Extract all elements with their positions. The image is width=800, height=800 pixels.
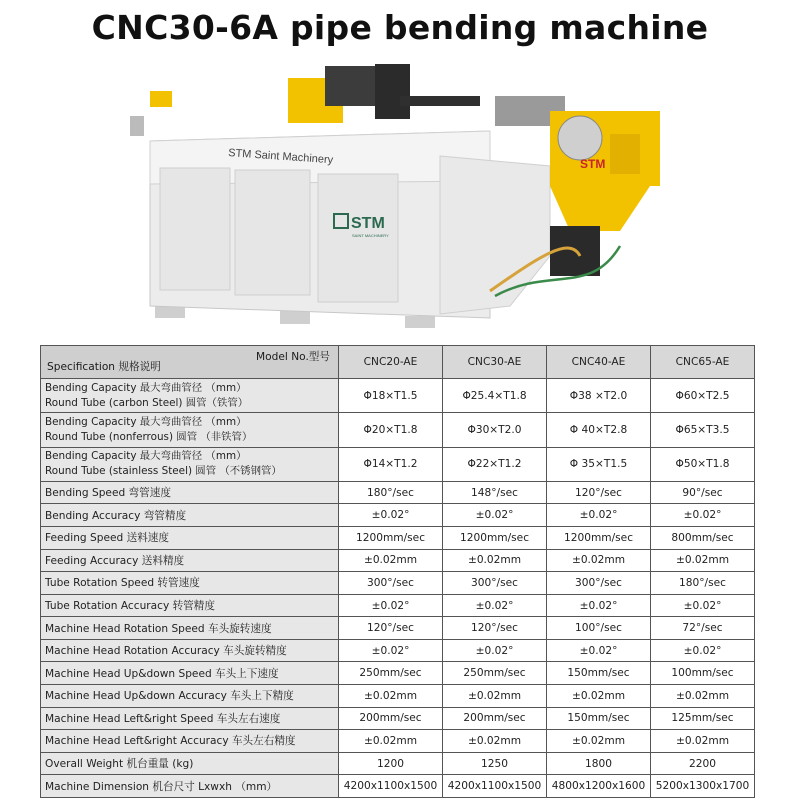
row-label: Machine Head Up&down Accuracy 车头上下精度 [41,685,339,708]
table-cell: 200mm/sec [443,707,547,730]
table-cell: ±0.02mm [651,730,755,753]
table-cell: ±0.02mm [443,730,547,753]
table-cell: Φ38 ×T2.0 [547,379,651,413]
cabinet-door [235,170,310,295]
table-cell: ±0.02° [651,504,755,527]
table-cell: ±0.02mm [339,549,443,572]
table-cell: ±0.02mm [339,685,443,708]
table-cell: 100mm/sec [651,662,755,685]
table-cell: ±0.02mm [443,549,547,572]
table-header-row [41,346,755,379]
table-cell: ±0.02° [547,504,651,527]
row-label-line: Bending Capacity 最大弯曲管径 （mm） [45,381,247,394]
head-panel [610,134,640,174]
table-cell: 4200x1100x1500 [339,775,443,798]
row-label: Tube Rotation Accuracy 转管精度 [41,594,339,617]
table-cell: 150mm/sec [547,662,651,685]
table-cell: 5200x1300x1700 [651,775,755,798]
table-cell: 1200 [339,752,443,775]
stm-logo-text: STM [351,215,385,232]
table-row [41,481,755,504]
table-cell: 100°/sec [547,617,651,640]
table-cell: 120°/sec [547,481,651,504]
row-label-line: Round Tube (stainless Steel) 圆管 （不锈钢管） [45,465,282,478]
machine-brand-text: STM Saint Machinery [227,147,334,167]
specification-label: Specification 规格说明 [47,361,161,373]
table-cell: ±0.02mm [443,685,547,708]
table-cell: Φ18×T1.5 [339,379,443,413]
table-cell: ±0.02mm [651,685,755,708]
row-label [41,413,339,447]
table-row [41,504,755,527]
table-cell: 1800 [547,752,651,775]
machine-foot [280,310,310,324]
table-cell: 120°/sec [443,617,547,640]
table-row [41,594,755,617]
table-cell: 150mm/sec [547,707,651,730]
table-cell: ±0.02mm [547,549,651,572]
cabinet-door [160,168,230,290]
table-cell: 90°/sec [651,481,755,504]
table-cell: ±0.02° [443,594,547,617]
table-corner-cell [41,346,339,379]
row-label: Machine Dimension 机台尺寸 Lxwxh （mm） [41,775,339,798]
row-label: Machine Head Rotation Speed 车头旋转速度 [41,617,339,640]
table-cell: ±0.02° [443,639,547,662]
table-cell: ±0.02° [443,504,547,527]
row-label: Machine Head Left&right Speed 车头左右速度 [41,707,339,730]
table-cell: 300°/sec [339,572,443,595]
table-cell: 148°/sec [443,481,547,504]
head-base [550,186,650,231]
table-row [41,379,755,413]
table-cell: 1200mm/sec [443,527,547,550]
table-cell: ±0.02mm [651,549,755,572]
table-row [41,685,755,708]
table-cell: 200mm/sec [339,707,443,730]
bend-die [558,116,602,160]
table-row [41,527,755,550]
table-row [41,662,755,685]
table-cell: 1200mm/sec [547,527,651,550]
table-row [41,730,755,753]
table-row [41,707,755,730]
table-cell: 4800x1200x1600 [547,775,651,798]
table-cell: Φ22×T1.2 [443,447,547,481]
row-label: Feeding Speed 送料速度 [41,527,339,550]
page-title: CNC30-6A pipe bending machine [91,8,709,47]
table-cell: ±0.02° [339,594,443,617]
table-cell: 300°/sec [443,572,547,595]
row-label: Feeding Accuracy 送料精度 [41,549,339,572]
table-row [41,752,755,775]
machine-extension [440,156,550,314]
table-cell: Φ25.4×T1.8 [443,379,547,413]
table-cell: ±0.02° [651,639,755,662]
row-label: Machine Head Left&right Accuracy 车头左右精度 [41,730,339,753]
table-row [41,775,755,798]
table-cell: 180°/sec [651,572,755,595]
row-label [41,379,339,413]
table-row [41,447,755,481]
table-cell: ±0.02° [651,594,755,617]
table-cell: 800mm/sec [651,527,755,550]
table-cell: ±0.02mm [339,730,443,753]
machine-photo [110,56,690,340]
model-header: CNC40-AE [547,346,651,379]
table-cell: 4200x1100x1500 [443,775,547,798]
table-cell: ±0.02° [339,504,443,527]
row-label-line: Round Tube (nonferrous) 圆管 （非铁管） [45,430,253,443]
stm-logo-subtext: SAINT MACHINERY [352,233,389,238]
row-label: Overall Weight 机台重量 (kg) [41,752,339,775]
machine-foot [405,316,435,328]
row-label [41,447,339,481]
row-label: Bending Accuracy 弯管精度 [41,504,339,527]
table-cell: ±0.02° [547,594,651,617]
table-row [41,549,755,572]
table-cell: ±0.02mm [547,730,651,753]
table-cell: 250mm/sec [443,662,547,685]
spec-table [40,345,755,798]
control-box [150,91,172,107]
table-cell: Φ 40×T2.8 [547,413,651,447]
table-cell: Φ50×T1.8 [651,447,755,481]
table-cell: Φ 35×T1.5 [547,447,651,481]
row-label: Tube Rotation Speed 转管速度 [41,572,339,595]
model-header: CNC65-AE [651,346,755,379]
table-cell: 1200mm/sec [339,527,443,550]
table-cell: Φ65×T3.5 [651,413,755,447]
row-label-line: Round Tube (carbon Steel) 圆管（铁管） [45,396,249,409]
pneumatic-unit [130,116,144,136]
table-row [41,617,755,640]
model-header: CNC30-AE [443,346,547,379]
table-cell: Φ20×T1.8 [339,413,443,447]
table-cell: ±0.02° [339,639,443,662]
table-cell: 125mm/sec [651,707,755,730]
table-row [41,572,755,595]
table-cell: Φ60×T2.5 [651,379,755,413]
table-cell: 250mm/sec [339,662,443,685]
cabinet-door [318,174,398,302]
table-row [41,413,755,447]
row-label: Bending Speed 弯管速度 [41,481,339,504]
table-cell: Φ14×T1.2 [339,447,443,481]
table-row [41,639,755,662]
table-cell: ±0.02° [547,639,651,662]
row-label: Machine Head Rotation Accuracy 车头旋转精度 [41,639,339,662]
model-header: CNC20-AE [339,346,443,379]
row-label-line: Bending Capacity 最大弯曲管径 （mm） [45,415,247,428]
carriage-chuck [375,64,410,119]
head-logo-text: STM [580,157,606,171]
row-label: Machine Head Up&down Speed 车头上下速度 [41,662,339,685]
table-cell: 300°/sec [547,572,651,595]
table-cell: 72°/sec [651,617,755,640]
table-cell: 2200 [651,752,755,775]
table-cell: 120°/sec [339,617,443,640]
table-cell: Φ30×T2.0 [443,413,547,447]
table-cell: ±0.02mm [547,685,651,708]
table-cell: 180°/sec [339,481,443,504]
table-cell: 1250 [443,752,547,775]
model-no-label: Model No.型号 [256,351,330,363]
mandrel-rod [400,96,480,106]
row-label-line: Bending Capacity 最大弯曲管径 （mm） [45,450,247,463]
